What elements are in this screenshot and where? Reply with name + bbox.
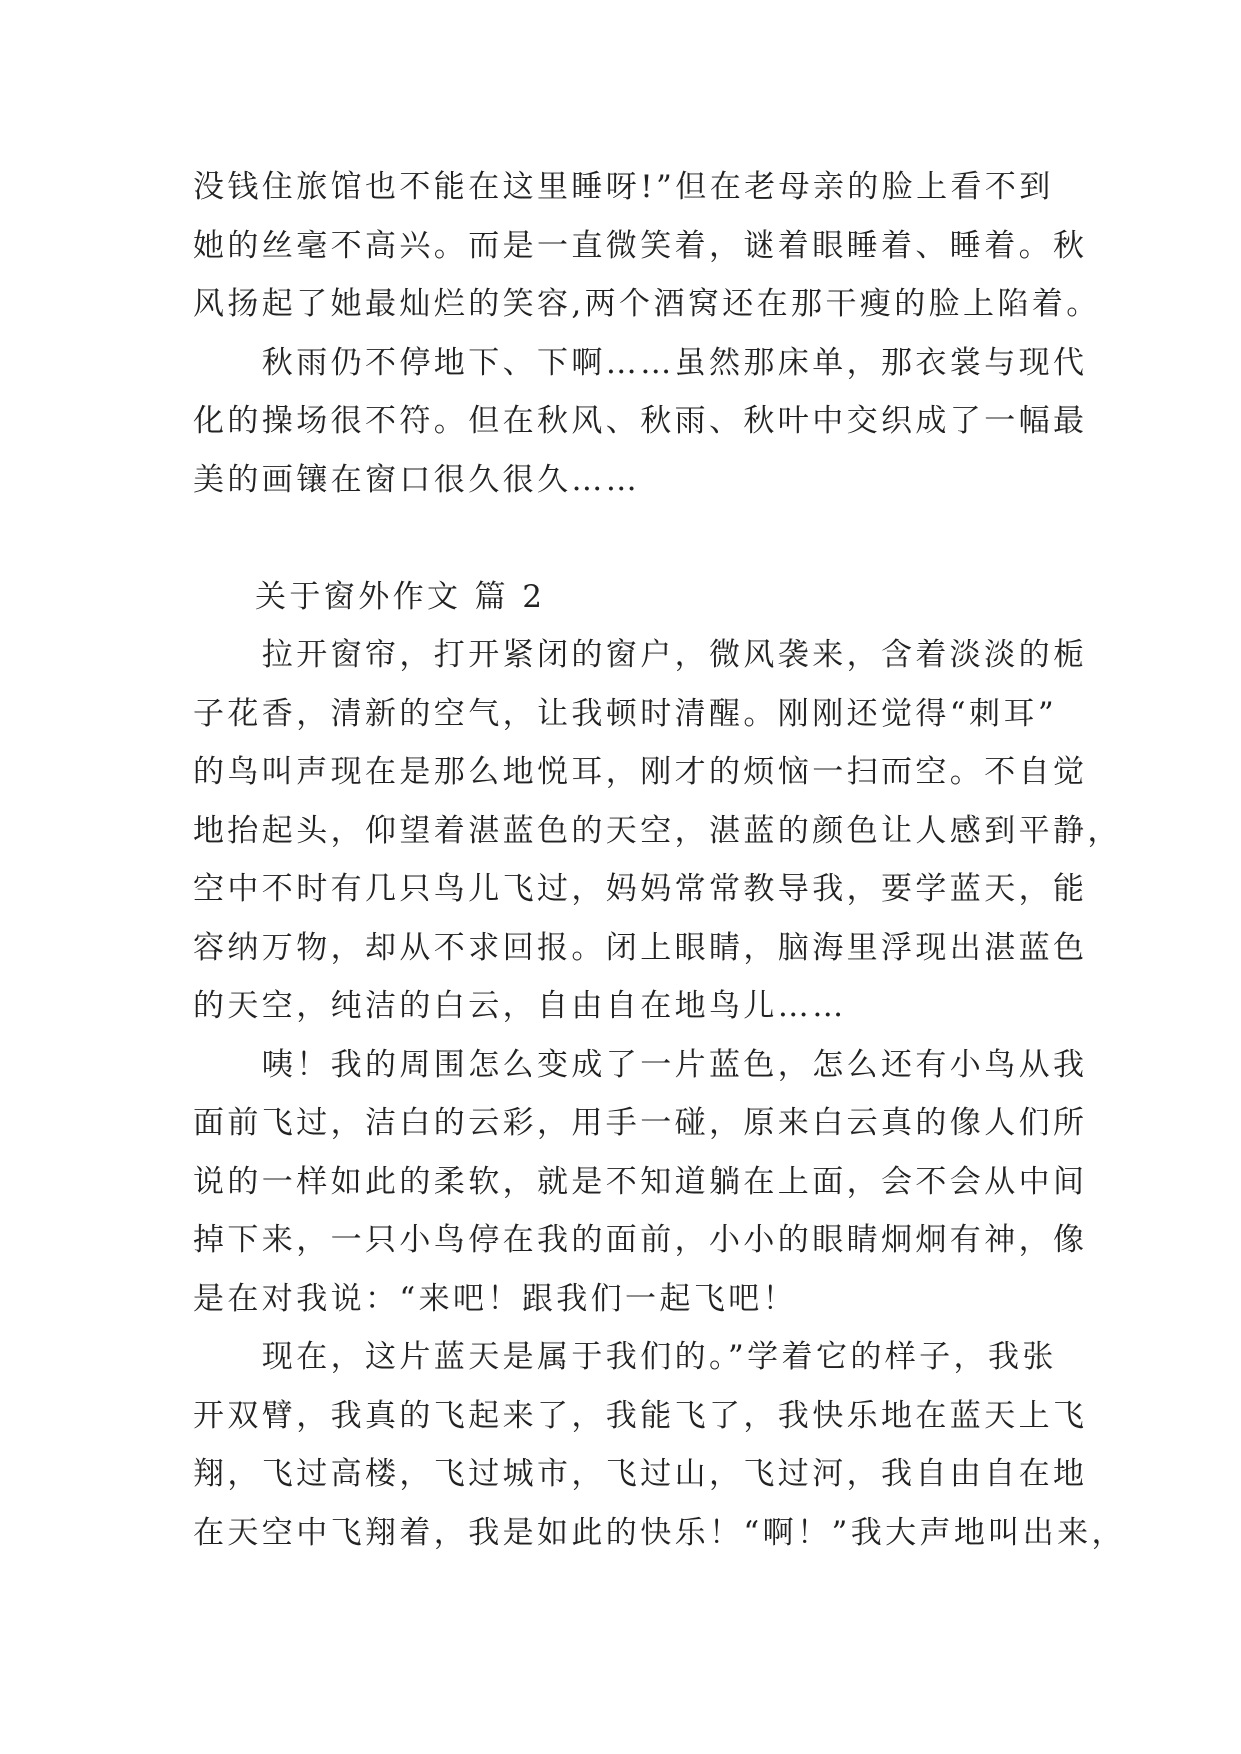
text-line: 的鸟叫声现在是那么地悦耳，刚才的烦恼一扫而空。不自觉 <box>193 754 1088 790</box>
text-line: 风扬起了她最灿烂的笑容,两个酒窝还在那干瘦的脸上陷着。 <box>193 286 1101 322</box>
text-line: 空中不时有几只鸟儿飞过，妈妈常常教导我，要学蓝天，能 <box>193 871 1088 907</box>
text-line: 子花香，清新的空气，让我顿时清醒。刚刚还觉得“刺耳” <box>193 695 1058 732</box>
section-gap <box>193 509 1053 568</box>
text-line: 掉下来，一只小鸟停在我的面前，小小的眼睛炯炯有神，像 <box>193 1222 1088 1258</box>
text-line: 是在对我说：“来吧！跟我们一起飞吧！ <box>193 1280 798 1317</box>
text-line: 在天空中飞翔着，我是如此的快乐！“啊！”我大声地叫出来， <box>193 1514 1126 1551</box>
text-line: 没钱住旅馆也不能在这里睡呀!”但在老母亲的脸上看不到 <box>193 169 1054 205</box>
text-line: 现在，这片蓝天是属于我们的。”学着它的样子，我张 <box>193 1339 1057 1375</box>
text-line: 的天空，纯洁的白云，自由自在地鸟儿…… <box>193 988 847 1024</box>
section-1 <box>193 158 1101 509</box>
text-line: 翔，飞过高楼，飞过城市，飞过山，飞过河，我自由自在地 <box>193 1456 1088 1492</box>
section-heading: 关于窗外作文 篇 2 <box>255 578 546 615</box>
text-line: 化的操场很不符。但在秋风、秋雨、秋叶中交织成了一幅最 <box>193 403 1088 439</box>
text-line: 开双臂，我真的飞起来了，我能飞了，我快乐地在蓝天上飞 <box>193 1397 1088 1434</box>
text-line: 美的画镶在窗口很久很久…… <box>193 461 641 498</box>
text-line: 面前飞过，洁白的云彩，用手一碰，原来白云真的像人们所 <box>193 1105 1088 1141</box>
document-page <box>193 158 1126 1562</box>
section-2 <box>193 626 1126 1562</box>
text-line: 地抬起头，仰望着湛蓝色的天空，湛蓝的颜色让人感到平静， <box>193 812 1122 849</box>
text-line: 容纳万物，却从不求回报。闭上眼睛，脑海里浮现出湛蓝色 <box>193 929 1088 966</box>
text-line: 秋雨仍不停地下、下啊……虽然那床单，那衣裳与现代 <box>193 344 1088 381</box>
text-line: 拉开窗帘，打开紧闭的窗户，微风袭来，含着淡淡的栀 <box>193 637 1088 673</box>
text-line: 咦！我的周围怎么变成了一片蓝色，怎么还有小鸟从我 <box>193 1046 1088 1083</box>
text-line: 说的一样如此的柔软，就是不知道躺在上面，会不会从中间 <box>193 1163 1088 1200</box>
text-line: 她的丝毫不高兴。而是一直微笑着，谜着眼睡着、睡着。秋 <box>193 227 1088 264</box>
